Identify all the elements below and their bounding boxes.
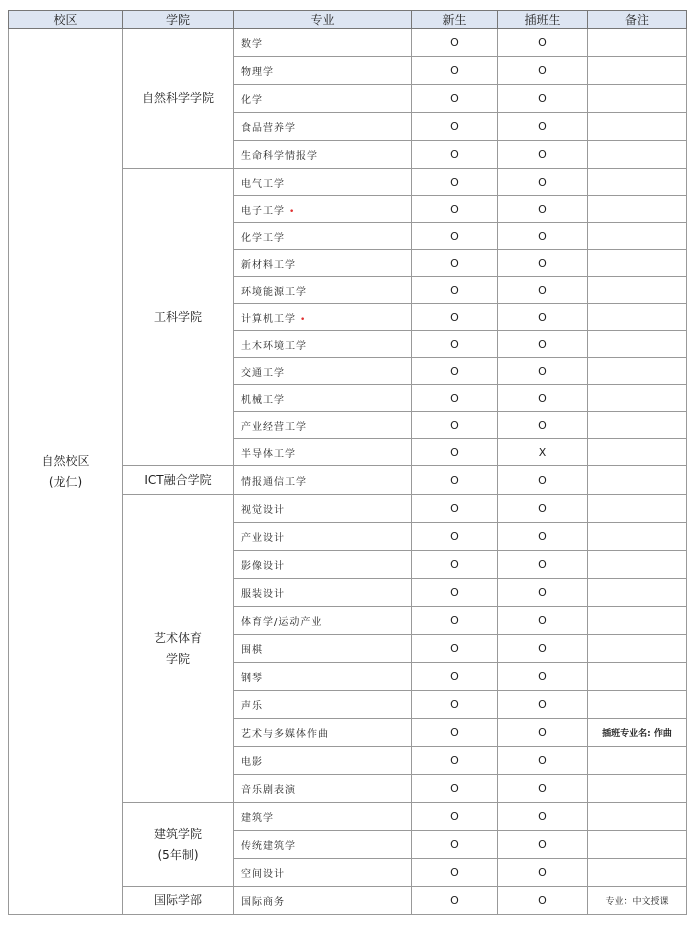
table-row: [9, 29, 687, 57]
transfer-cell: O: [498, 831, 588, 859]
major-cell: [234, 887, 412, 915]
freshman-cell: O: [412, 859, 498, 887]
major-name: 钢琴: [241, 673, 263, 684]
major-name: 视觉设计: [241, 505, 285, 516]
header-campus: 校区: [9, 11, 123, 29]
major-cell: [234, 196, 412, 223]
college-cell: [123, 887, 234, 915]
freshman-cell: O: [412, 719, 498, 747]
college-name: 自然科学学院: [141, 91, 214, 105]
header-note: 备注: [588, 11, 687, 29]
college-cell: [123, 466, 234, 495]
major-cell: [234, 607, 412, 635]
transfer-cell: O: [498, 412, 588, 439]
freshman-cell: O: [412, 169, 498, 196]
major-cell: [234, 579, 412, 607]
major-name: 食品营养学: [241, 123, 296, 134]
major-cell: [234, 663, 412, 691]
major-cell: [234, 412, 412, 439]
major-cell: [234, 57, 412, 85]
freshman-cell: O: [412, 277, 498, 304]
note-cell: [588, 141, 687, 169]
note-cell: [588, 385, 687, 412]
note-cell: [588, 495, 687, 523]
transfer-cell: O: [498, 635, 588, 663]
transfer-cell: O: [498, 223, 588, 250]
freshman-cell: O: [412, 635, 498, 663]
note-cell: [588, 331, 687, 358]
major-name: 化学: [241, 95, 263, 106]
transfer-cell: O: [498, 579, 588, 607]
transfer-cell: O: [498, 85, 588, 113]
freshman-cell: O: [412, 304, 498, 331]
college-name: 建筑学院: [153, 826, 202, 841]
major-cell: [234, 551, 412, 579]
major-cell: [234, 331, 412, 358]
note-cell: [588, 579, 687, 607]
transfer-cell: O: [498, 887, 588, 915]
note-cell: [588, 250, 687, 277]
college-name: 艺术体育: [153, 630, 202, 645]
freshman-cell: O: [412, 495, 498, 523]
college-name: 国际学部: [153, 893, 202, 907]
note-cell: [588, 635, 687, 663]
transfer-cell: O: [498, 719, 588, 747]
major-name: 电气工学: [241, 178, 285, 190]
major-name: 化学工学: [241, 232, 285, 244]
major-cell: [234, 439, 412, 466]
major-name: 建筑学: [241, 813, 274, 824]
major-name: 空间设计: [241, 869, 285, 880]
major-name: 电影: [241, 757, 263, 768]
major-name: 交通工学: [241, 367, 285, 379]
major-name: 机械工学: [241, 394, 285, 406]
major-cell: [234, 691, 412, 719]
note-cell: 插班专业名: 作曲: [588, 719, 687, 747]
note-cell: 专业：中文授课: [588, 887, 687, 915]
freshman-cell: O: [412, 803, 498, 831]
major-cell: [234, 141, 412, 169]
college-cell: [123, 169, 234, 466]
college-cell: [123, 29, 234, 169]
major-cell: [234, 523, 412, 551]
freshman-cell: O: [412, 775, 498, 803]
header-college: 学院: [123, 11, 234, 29]
campus-name: 自然校区: [41, 453, 90, 468]
note-cell: [588, 196, 687, 223]
note-cell: [588, 113, 687, 141]
major-name: 情报通信工学: [241, 476, 307, 488]
note-cell: [588, 831, 687, 859]
freshman-cell: O: [412, 385, 498, 412]
college-name: 学院: [165, 651, 190, 666]
transfer-cell: O: [498, 775, 588, 803]
transfer-cell: O: [498, 57, 588, 85]
note-cell: [588, 439, 687, 466]
marker-dot: •: [300, 314, 307, 325]
note-cell: [588, 747, 687, 775]
freshman-cell: O: [412, 831, 498, 859]
major-name: 体育学/运动产业: [241, 617, 323, 628]
header-major: 专业: [234, 11, 412, 29]
note-cell: [588, 304, 687, 331]
major-cell: [234, 29, 412, 57]
major-name: 产业设计: [241, 533, 285, 544]
transfer-cell: O: [498, 466, 588, 495]
freshman-cell: O: [412, 551, 498, 579]
transfer-cell: O: [498, 859, 588, 887]
freshman-cell: O: [412, 466, 498, 495]
freshman-cell: O: [412, 113, 498, 141]
note-cell: [588, 775, 687, 803]
major-cell: [234, 277, 412, 304]
freshman-cell: O: [412, 250, 498, 277]
major-cell: [234, 803, 412, 831]
marker-dot: •: [289, 206, 296, 217]
transfer-cell: O: [498, 663, 588, 691]
major-cell: [234, 113, 412, 141]
major-cell: [234, 385, 412, 412]
major-name: 环境能源工学: [241, 286, 307, 298]
major-cell: [234, 831, 412, 859]
header-transfer: 插班生: [498, 11, 588, 29]
freshman-cell: O: [412, 691, 498, 719]
transfer-cell: O: [498, 29, 588, 57]
note-cell: [588, 85, 687, 113]
note-cell: [588, 29, 687, 57]
freshman-cell: O: [412, 85, 498, 113]
campus-cell: [9, 29, 123, 915]
major-cell: [234, 250, 412, 277]
transfer-cell: O: [498, 277, 588, 304]
major-name: 土木环境工学: [241, 340, 307, 352]
freshman-cell: O: [412, 141, 498, 169]
major-cell: [234, 775, 412, 803]
campus-location: (龙仁): [48, 474, 83, 489]
major-name: 声乐: [241, 701, 263, 712]
transfer-cell: O: [498, 607, 588, 635]
freshman-cell: O: [412, 579, 498, 607]
major-name: 艺术与多媒体作曲: [241, 729, 329, 740]
transfer-cell: O: [498, 691, 588, 719]
note-cell: [588, 803, 687, 831]
transfer-cell: O: [498, 113, 588, 141]
freshman-cell: O: [412, 663, 498, 691]
major-name: 生命科学情报学: [241, 151, 318, 162]
major-name: 围棋: [241, 645, 263, 656]
freshman-cell: O: [412, 223, 498, 250]
freshman-cell: O: [412, 29, 498, 57]
note-cell: [588, 691, 687, 719]
header-freshman: 新生: [412, 11, 498, 29]
transfer-cell: O: [498, 747, 588, 775]
major-name: 物理学: [241, 67, 274, 78]
freshman-cell: O: [412, 747, 498, 775]
major-cell: [234, 169, 412, 196]
major-name: 传统建筑学: [241, 841, 296, 852]
major-cell: [234, 85, 412, 113]
major-cell: [234, 495, 412, 523]
major-cell: [234, 304, 412, 331]
major-cell: [234, 747, 412, 775]
major-name: 计算机工学: [241, 313, 296, 325]
freshman-cell: O: [412, 412, 498, 439]
major-name: 国际商务: [241, 897, 285, 908]
freshman-cell: O: [412, 57, 498, 85]
major-name: 新材料工学: [241, 259, 296, 271]
transfer-cell: X: [498, 439, 588, 466]
freshman-cell: O: [412, 439, 498, 466]
major-name: 产业经营工学: [241, 421, 307, 433]
note-cell: [588, 523, 687, 551]
major-cell: [234, 223, 412, 250]
note-cell: [588, 223, 687, 250]
note-cell: [588, 57, 687, 85]
transfer-cell: O: [498, 495, 588, 523]
major-cell: [234, 859, 412, 887]
freshman-cell: O: [412, 523, 498, 551]
major-name: 服装设计: [241, 589, 285, 600]
major-name: 数学: [241, 39, 263, 50]
note-cell: [588, 551, 687, 579]
transfer-cell: O: [498, 385, 588, 412]
note-cell: [588, 466, 687, 495]
transfer-cell: O: [498, 358, 588, 385]
major-cell: [234, 719, 412, 747]
header-row: [9, 11, 687, 29]
major-name: 电子工学: [241, 205, 285, 217]
admission-table: [8, 10, 687, 915]
college-cell: [123, 495, 234, 803]
transfer-cell: O: [498, 551, 588, 579]
major-name: 半导体工学: [241, 448, 296, 460]
major-name: 影像设计: [241, 561, 285, 572]
note-cell: [588, 358, 687, 385]
transfer-cell: O: [498, 196, 588, 223]
freshman-cell: O: [412, 607, 498, 635]
note-cell: [588, 277, 687, 304]
freshman-cell: O: [412, 887, 498, 915]
transfer-cell: O: [498, 331, 588, 358]
major-name: 音乐剧表演: [241, 785, 296, 796]
transfer-cell: O: [498, 169, 588, 196]
note-cell: [588, 607, 687, 635]
transfer-cell: O: [498, 803, 588, 831]
transfer-cell: O: [498, 523, 588, 551]
college-name: 工科学院: [153, 309, 202, 324]
major-cell: [234, 358, 412, 385]
note-cell: [588, 169, 687, 196]
freshman-cell: O: [412, 196, 498, 223]
note-cell: [588, 859, 687, 887]
college-cell: [123, 803, 234, 887]
college-name: ICT融合学院: [144, 472, 212, 487]
major-cell: [234, 466, 412, 495]
note-cell: [588, 663, 687, 691]
freshman-cell: O: [412, 358, 498, 385]
freshman-cell: O: [412, 331, 498, 358]
note-cell: [588, 412, 687, 439]
transfer-cell: O: [498, 304, 588, 331]
college-name: (5年制): [157, 847, 199, 862]
transfer-cell: O: [498, 141, 588, 169]
major-cell: [234, 635, 412, 663]
transfer-cell: O: [498, 250, 588, 277]
